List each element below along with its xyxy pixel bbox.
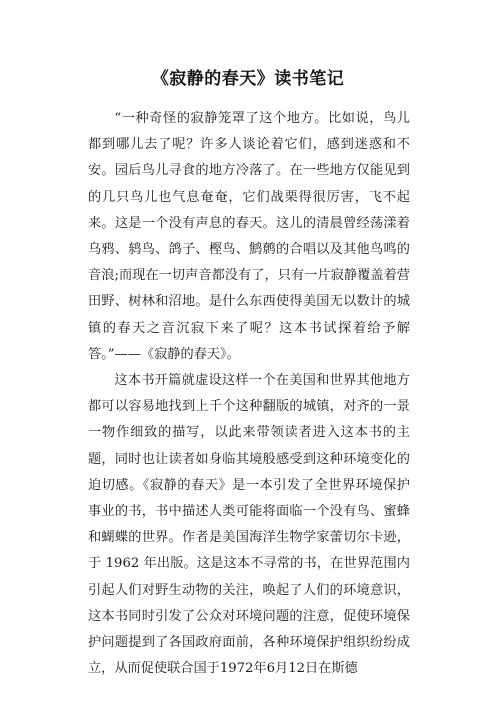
document-body	[88, 106, 410, 682]
document-title: 《寂静的春天》读书笔记	[151, 69, 345, 89]
paragraph-commentary: 这本书开篇就虚设这样一个在美国和世界其他地方都可以容易地找到上千个这种翻版的城镇，对齐的一景一物作细致的描写，以此来带领读者进入这本书的主题，同时也让读者如身临其境般感受到这种环境变化的迫切感。《寂静的春天》是一本引发了全世界环境保护事业的书，书中描述人类可能将面临一个没有鸟、蜜蜂和蝴蝶的世界。作者是美国海洋生物学家蕾切尔卡逊，于 1962 年出版。这是这本不寻常的书，在世界范围内引起人们对野生动物的关注，唤起了人们的环境意识，这本书同时引发了公众对环境问题的注意，促使环境保护问题提到了各国政府面前，各种环境保护组织纷纷成立，从而促使联合国于1972年6月12日在斯德	[88, 373, 410, 677]
paragraph-quote: “一种奇怪的寂静笼罩了这个地方。比如说，鸟儿都到哪儿去了呢？许多人谈论着它们，感到迷惑和不安。园后鸟儿寻食的地方冷落了。在一些地方仅能见到的几只鸟儿也气息奄奄，它们战栗得很厉害，飞不起来。这是一个没有声息的春天。这儿的清晨曾经荡漾着乌鸦、鸫鸟、鸽子、樫鸟、鹪鹩的合唱以及其他鸟鸣的音浪;而现在一切声音都没有了，只有一片寂静覆盖着营田野、树林和沼地。是什么东西使得美国无以数计的城镇的春天之音沉寂下来了呢？这本书试探着给予解答。”——《寂静的春天》。	[88, 111, 410, 362]
